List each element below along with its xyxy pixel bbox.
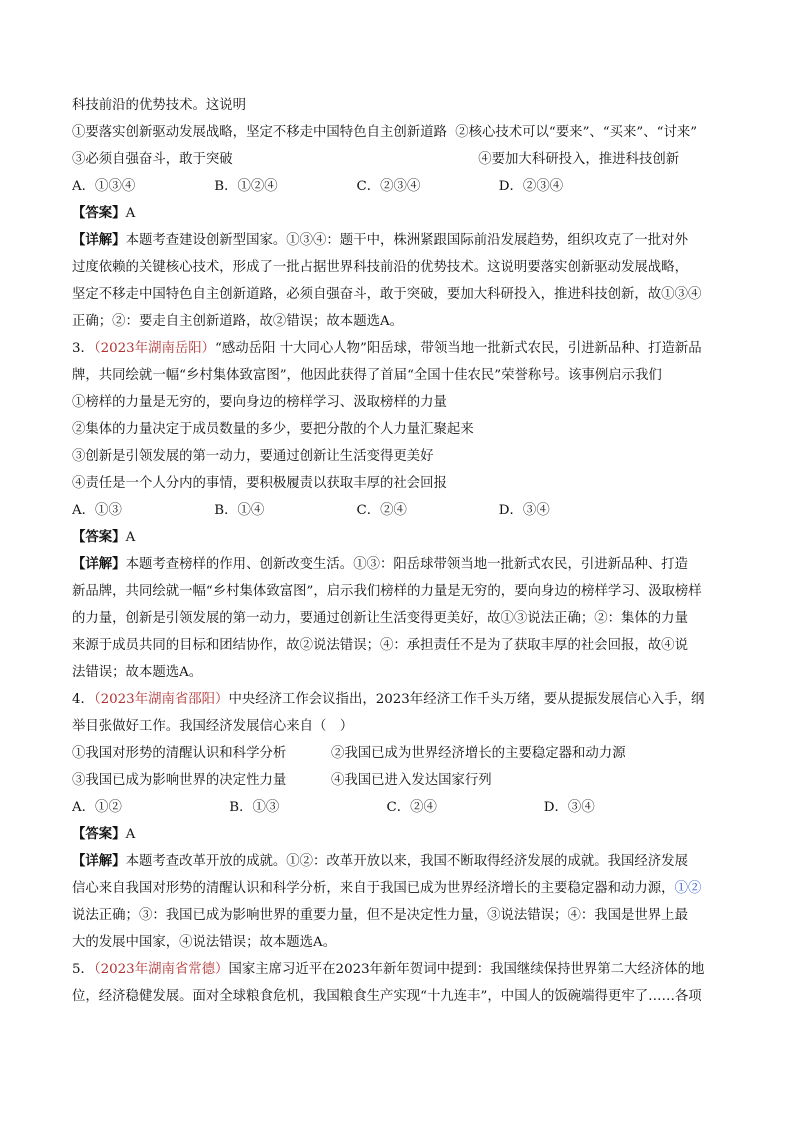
- answer-label: 【答案】: [72, 205, 126, 221]
- q2-answer: [72, 200, 722, 227]
- q4-detail-line-1: [72, 848, 722, 875]
- q3-answer: [72, 524, 722, 551]
- q4-options-row-2: [72, 767, 722, 794]
- q3-choice-a[interactable]: A．①③: [72, 503, 122, 518]
- question-source: （2023年湖南省邵阳）: [93, 692, 229, 707]
- detail-label: 【详解】: [72, 853, 126, 869]
- q4-stem-line-1: [72, 686, 722, 713]
- q2-detail-line-1: [72, 227, 722, 254]
- answer-value: A: [125, 827, 136, 842]
- detail-label: 【详解】: [72, 556, 126, 572]
- q3-option-4: ④责任是一个人分内的事情，要积极履责以获取丰厚的社会回报: [72, 476, 447, 491]
- answer-label: 【答案】: [72, 529, 126, 545]
- answer-value: A: [125, 530, 136, 545]
- q3-option-2: ②集体的力量决定于成员数量的多少，要把分散的个人力量汇聚起来: [72, 422, 474, 437]
- detail-label: 【详解】: [72, 232, 126, 248]
- q2-choice-a[interactable]: A．①③④: [72, 179, 136, 194]
- detail-highlight: ①②: [674, 881, 702, 896]
- q3-choice-b[interactable]: B．①④: [214, 503, 265, 518]
- q3-choices: [72, 497, 722, 524]
- q2-choice-b[interactable]: B．①②④: [214, 179, 278, 194]
- document-page: [72, 92, 722, 1010]
- q3-choice-c[interactable]: C．②④: [356, 503, 407, 518]
- q4-detail-line-4: 大的发展中国家，④说法错误；故本题选A。: [72, 935, 337, 950]
- q2-detail-line-3: 坚定不移走中国特色自主创新道路，必须自强奋斗，敢于突破，要加大科研投入，推进科技创新，故①③④: [72, 287, 702, 302]
- stem-text: 中央经济工作会议指出，2023年经济工作千头万绪，要从提振发展信心入手，纲: [228, 692, 705, 707]
- q2-options-row-1: [72, 119, 722, 146]
- q4-option-1: ①我国对形势的清醒认识和科学分析: [72, 746, 287, 761]
- q4-choice-c[interactable]: C．②④: [386, 800, 437, 815]
- q4-option-4: ④我国已进入发达国家行列: [331, 773, 492, 788]
- q4-choice-a[interactable]: A．①②: [72, 800, 122, 815]
- q3-option-3: ③创新是引领发展的第一动力，要通过创新让生活变得更美好: [72, 449, 434, 464]
- q5-stem-line-2: 位，经济稳健发展。面对全球粮食危机，我国粮食生产实现“十九连丰”，中国人的饭碗端得更牢了……各项: [72, 989, 702, 1004]
- question-source: （2023年湖南省常德）: [93, 962, 229, 977]
- detail-text: 本题考查建设创新型国家。①③④：题干中，株洲紧跟国际前沿发展趋势，组织攻克了一批对外: [125, 233, 688, 248]
- q2-choices: [72, 173, 722, 200]
- q4-choice-b[interactable]: B．①③: [229, 800, 280, 815]
- q3-stem-line-2: 牌，共同绘就一幅“乡村集体致富图”，他因此获得了首届“全国十佳农民”荣誉称号。该事例启示我们: [72, 368, 662, 383]
- question-source: （2023年湖南岳阳）: [93, 341, 216, 356]
- q3-option-1: ①榜样的力量是无穷的，要向身边的榜样学习、汲取榜样的力量: [72, 395, 447, 410]
- q2-option-3: ③必须自强奋斗，敢于突破: [72, 152, 233, 167]
- q3-detail-line-5: 法错误；故本题选A。: [72, 665, 203, 680]
- q2-stem-tail: 科技前沿的优势技术。这说明: [72, 98, 247, 113]
- question-number: 5．: [72, 962, 94, 977]
- q4-detail-line-3: 说法正确；③：我国已成为影响世界的重要力量，但不是决定性力量，③说法错误；④：我国是世界上最: [72, 908, 688, 923]
- q2-option-1: ①要落实创新驱动发展战略，坚定不移走中国特色自主创新道路: [72, 125, 447, 140]
- q4-option-3: ③我国已成为影响世界的决定性力量: [72, 773, 287, 788]
- q2-choice-c[interactable]: C．②③④: [356, 179, 421, 194]
- q5-stem-line-1: [72, 956, 722, 983]
- q4-option-2: ②我国已成为世界经济增长的主要稳定器和动力源: [331, 746, 626, 761]
- q4-detail-line-2: [72, 875, 722, 902]
- q3-detail-line-2: 新品牌，共同绘就一幅“乡村集体致富图”，启示我们榜样的力量是无穷的，要向身边的榜样学习、汲取榜样: [72, 584, 702, 599]
- q3-detail-line-4: 来源于成员共同的目标和团结协作，故②说法错误；④：承担责任不是为了获取丰厚的社会回报，故④说: [72, 638, 688, 653]
- detail-text: 本题考查榜样的作用、创新改变生活。①③：阳岳球带领当地一批新式农民，引进新品种、打造: [125, 557, 688, 572]
- detail-text: 信心来自我国对形势的清醒认识和科学分析，来自于我国已成为世界经济增长的主要稳定器和动力源，: [72, 881, 675, 896]
- q4-choice-d[interactable]: D．③④: [543, 800, 595, 815]
- detail-text: 本题考查改革开放的成就。①②：改革开放以来，我国不断取得经济发展的成就。我国经济发展: [125, 854, 688, 869]
- question-number: 3．: [72, 341, 94, 356]
- q3-detail-line-3: 的力量，创新是引领发展的第一动力，要通过创新让生活变得更美好，故①③说法正确；②：集体的力量: [72, 611, 688, 626]
- q3-detail-line-1: [72, 551, 722, 578]
- q2-options-row-2: [72, 146, 722, 173]
- q3-choice-d[interactable]: D．③④: [498, 503, 550, 518]
- answer-value: A: [125, 206, 136, 221]
- stem-text: 国家主席习近平在2023年新年贺词中提到：我国继续保持世界第二大经济体的地: [228, 962, 705, 977]
- q2-detail-line-4: 正确；②：要走自主创新道路，故②错误；故本题选A。: [72, 314, 404, 329]
- q4-answer: [72, 821, 722, 848]
- stem-text: “感动岳阳 十大同心人物”阳岳球，带领当地一批新式农民，引进新品种、打造新品: [215, 341, 702, 356]
- q3-stem-line-1: [72, 335, 722, 362]
- answer-label: 【答案】: [72, 826, 126, 842]
- q4-stem-line-2: 举目张做好工作。我国经济发展信心来自（ ）: [72, 719, 354, 734]
- q4-options-row-1: [72, 740, 722, 767]
- question-number: 4．: [72, 692, 94, 707]
- q2-detail-line-2: 过度依赖的关键核心技术，形成了一批占据世界科技前沿的优势技术。这说明要落实创新驱动发展战略，: [72, 260, 688, 275]
- q2-option-2: ②核心技术可以“要来”、“买来”、“讨来”: [455, 125, 698, 140]
- q2-choice-d[interactable]: D．②③④: [498, 179, 564, 194]
- q4-choices: [72, 794, 722, 821]
- q2-option-4: ④要加大科研投入，推进科技创新: [478, 152, 680, 167]
